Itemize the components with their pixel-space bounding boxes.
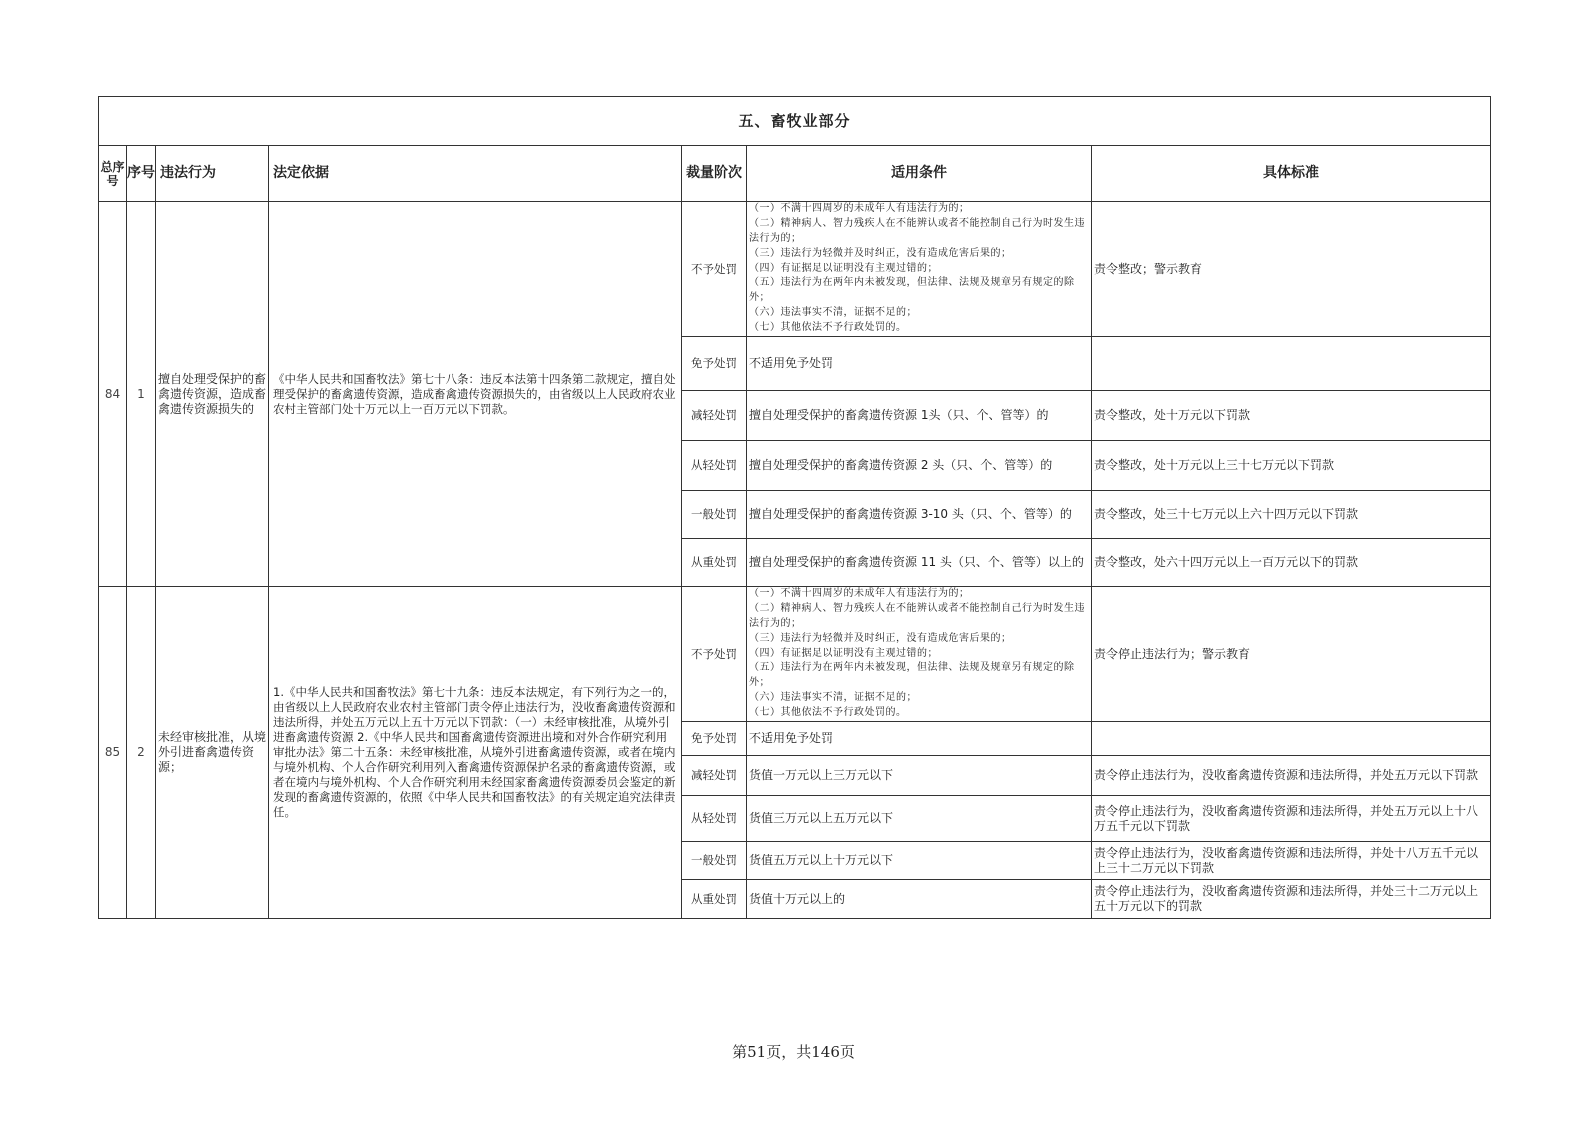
level-cell: 一般处罚 xyxy=(682,842,747,880)
records-body xyxy=(99,202,1491,919)
standard-cell: 责令整改，处六十四万元以上一百万元以下的罚款 xyxy=(1092,539,1491,587)
condition-cell: 货值十万元以上的 xyxy=(747,880,1092,919)
basis-cell: 《中华人民共和国畜牧法》第七十八条：违反本法第十四条第二款规定，擅自处理受保护的畜禽遗传资源，造成畜禽遗传资源损失的，由省级以上人民政府农业农村主管部门处十万元以上一百万元以下罚款。 xyxy=(269,202,682,587)
standard-cell xyxy=(1092,722,1491,756)
standard-cell: 责令整改；警示教育 xyxy=(1092,202,1491,337)
condition-cell: 擅自处理受保护的畜禽遗传资源 11 头（只、个、管等）以上的 xyxy=(747,539,1092,587)
standard-cell: 责令停止违法行为，没收畜禽遗传资源和违法所得，并处十八万五千元以上三十二万元以下罚款 xyxy=(1092,842,1491,880)
condition-cell: 不适用免予处罚 xyxy=(747,722,1092,756)
condition-cell xyxy=(747,202,1092,337)
section-title: 五、畜牧业部分 xyxy=(99,97,1491,146)
header-violation: 违法行为 xyxy=(156,146,269,202)
condition-line: （七）其他依法不予行政处罚的。 xyxy=(749,706,907,718)
level-cell: 不予处罚 xyxy=(682,202,747,337)
condition-line: （二）精神病人、智力残疾人在不能辨认或者不能控制自己行为时发生违法行为的； xyxy=(749,218,1085,244)
total-no-cell: 84 xyxy=(99,202,127,587)
header-level: 裁量阶次 xyxy=(682,146,747,202)
header-standard: 具体标准 xyxy=(1092,146,1491,202)
condition-line: （三）违法行为轻微并及时纠正，没有造成危害后果的； xyxy=(749,247,1012,259)
total-no-cell: 85 xyxy=(99,587,127,919)
condition-cell xyxy=(747,587,1092,722)
table-row xyxy=(99,202,1491,337)
violation-cell: 未经审核批准，从境外引进畜禽遗传资源； xyxy=(156,587,269,919)
condition-line: （二）精神病人、智力残疾人在不能辨认或者不能控制自己行为时发生违法行为的； xyxy=(749,603,1085,629)
basis-cell: 1.《中华人民共和国畜牧法》第七十九条：违反本法规定，有下列行为之一的，由省级以上人民政府农业农村主管部门责令停止违法行为，没收畜禽遗传资源和违法所得，并处五万元以上五十万元以下罚款：（一）未经审核批准，从境外引进畜禽遗传资源 2.《中华人民共和国畜禽遗传资源进出境和对外合作研究利用审批办法》第二十五条：未经审核批准，从境外引进畜禽遗传资源，或者在境内与境外机构、个人合作研究利用列入畜禽遗传资源保护名录的畜禽遗传资源，或者在境内与境外机构、个人合作研究利用未经国家畜禽遗传资源委员会鉴定的新发现的畜禽遗传资源的，依照《中华人民共和国畜牧法》的有关规定追究法律责任。 xyxy=(269,587,682,919)
header-total-no: 总序号 xyxy=(99,146,127,202)
standard-cell: 责令停止违法行为，没收畜禽遗传资源和违法所得，并处五万元以上十八万五千元以下罚款 xyxy=(1092,796,1491,842)
seq-cell: 2 xyxy=(127,587,156,919)
condition-line: （七）其他依法不予行政处罚的。 xyxy=(749,321,907,333)
condition-line: （六）违法事实不清，证据不足的； xyxy=(749,306,917,318)
condition-cell: 货值五万元以上十万元以下 xyxy=(747,842,1092,880)
level-cell: 从重处罚 xyxy=(682,539,747,587)
standard-cell: 责令停止违法行为，没收畜禽遗传资源和违法所得，并处五万元以下罚款 xyxy=(1092,756,1491,796)
level-cell: 一般处罚 xyxy=(682,491,747,539)
level-cell: 减轻处罚 xyxy=(682,756,747,796)
standard-cell xyxy=(1092,337,1491,391)
standard-cell: 责令停止违法行为，没收畜禽遗传资源和违法所得，并处三十二万元以上五十万元以下的罚款 xyxy=(1092,880,1491,919)
condition-line: （四）有证据足以证明没有主观过错的； xyxy=(749,262,938,274)
standard-cell: 责令整改，处十万元以上三十七万元以下罚款 xyxy=(1092,441,1491,491)
header-basis: 法定依据 xyxy=(269,146,682,202)
table-row xyxy=(99,587,1491,722)
condition-cell: 不适用免予处罚 xyxy=(747,337,1092,391)
penalty-table xyxy=(98,96,1491,919)
header-condition: 适用条件 xyxy=(747,146,1092,202)
standard-cell: 责令停止违法行为；警示教育 xyxy=(1092,587,1491,722)
condition-cell: 擅自处理受保护的畜禽遗传资源 2 头（只、个、管等）的 xyxy=(747,441,1092,491)
level-cell: 从轻处罚 xyxy=(682,796,747,842)
header-seq: 序号 xyxy=(127,146,156,202)
standard-cell: 责令整改，处三十七万元以上六十四万元以下罚款 xyxy=(1092,491,1491,539)
condition-line: （一）不满十四周岁的未成年人有违法行为的； xyxy=(749,203,970,215)
condition-cell: 货值三万元以上五万元以下 xyxy=(747,796,1092,842)
condition-line: （一）不满十四周岁的未成年人有违法行为的； xyxy=(749,588,970,600)
level-cell: 免予处罚 xyxy=(682,722,747,756)
violation-cell: 擅自处理受保护的畜禽遗传资源，造成畜禽遗传资源损失的 xyxy=(156,202,269,587)
level-cell: 从轻处罚 xyxy=(682,441,747,491)
header-row xyxy=(99,146,1491,202)
condition-cell: 货值一万元以上三万元以下 xyxy=(747,756,1092,796)
level-cell: 从重处罚 xyxy=(682,880,747,919)
condition-cell: 擅自处理受保护的畜禽遗传资源 3-10 头（只、个、管等）的 xyxy=(747,491,1092,539)
level-cell: 免予处罚 xyxy=(682,337,747,391)
level-cell: 不予处罚 xyxy=(682,587,747,722)
condition-line: （四）有证据足以证明没有主观过错的； xyxy=(749,647,938,659)
level-cell: 减轻处罚 xyxy=(682,391,747,441)
condition-line: （三）违法行为轻微并及时纠正，没有造成危害后果的； xyxy=(749,632,1012,644)
condition-cell: 擅自处理受保护的畜禽遗传资源 1头（只、个、管等）的 xyxy=(747,391,1092,441)
condition-line: （五）违法行为在两年内未被发现，但法律、法规及规章另有规定的除外； xyxy=(749,277,1075,304)
standard-cell: 责令整改，处十万元以下罚款 xyxy=(1092,391,1491,441)
seq-cell: 1 xyxy=(127,202,156,587)
condition-line: （六）违法事实不清，证据不足的； xyxy=(749,691,917,703)
condition-line: （五）违法行为在两年内未被发现，但法律、法规及规章另有规定的除外； xyxy=(749,662,1075,689)
page-footer: 第51页，共146页 xyxy=(732,1043,855,1061)
